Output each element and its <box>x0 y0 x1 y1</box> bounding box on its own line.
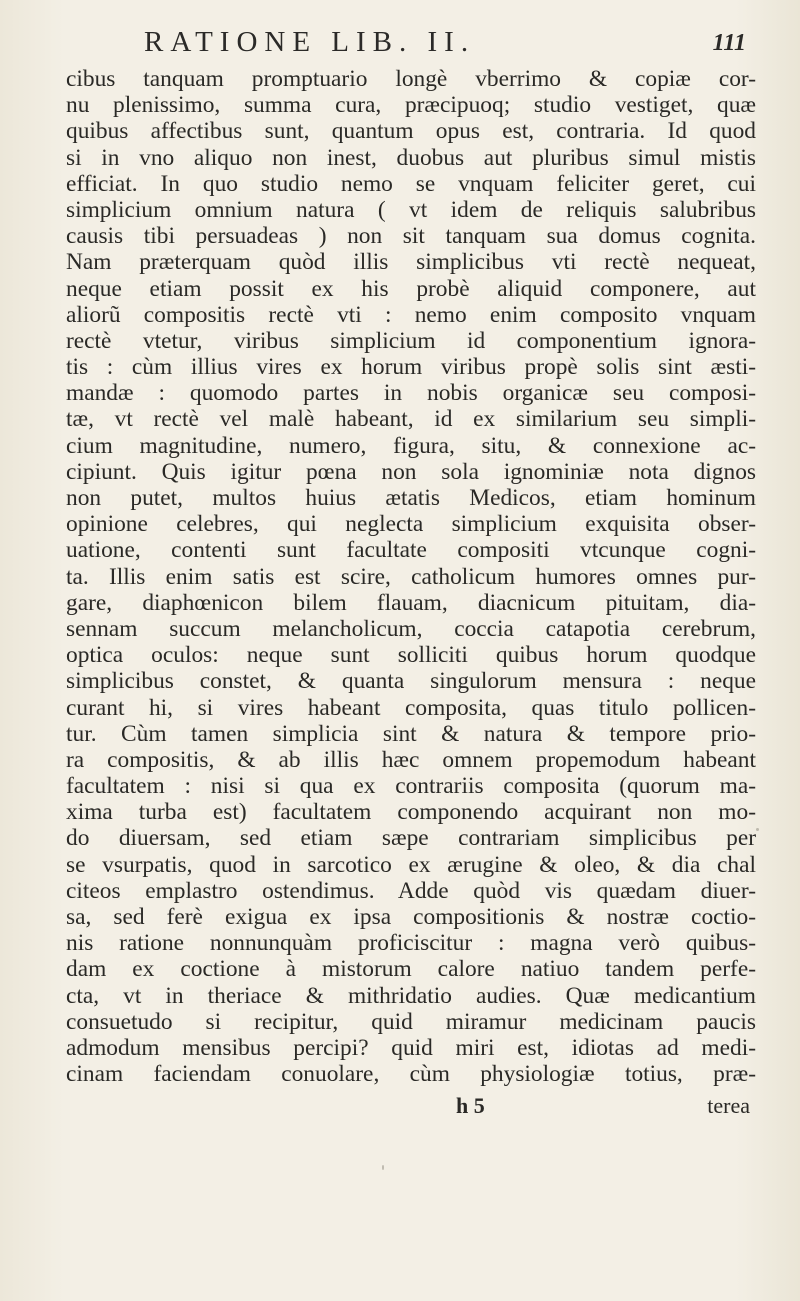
text-line: tis : cùm illius vires ex horum viribus propè solis sint æsti- <box>66 354 756 381</box>
text-line: curant hi, si vires habeant composita, quas titulo pollicen- <box>66 694 756 721</box>
text-line: cium magnitudine, numero, figura, situ, & connexione ac- <box>66 432 756 459</box>
page-header <box>60 22 750 62</box>
text-line: non putet, multos huius ætatis Medicos, etiam hominum <box>66 485 756 511</box>
text-line: facultatem : nisi si qua ex contrariis composita (quorum ma- <box>66 773 756 800</box>
text-line: ta. Illis enim satis est scire, catholicum humores omnes pur- <box>66 563 756 590</box>
text-line: se vsurpatis, quod in sarcotico ex ærugine & oleo, & dia chal <box>66 851 756 878</box>
text-line: xima turba est) facultatem componendo acquirant non mo- <box>66 799 756 826</box>
text-line: sa, sed ferè exigua ex ipsa compositionis & nostræ coctio- <box>66 904 756 930</box>
text-line: simplicium omnium natura ( vt idem de reliquis salubribus <box>66 196 756 223</box>
text-line: rectè vtetur, viribus simplicium id componentium ignora- <box>66 327 756 354</box>
text-line: nu plenissimo, summa cura, præcipuoq; studio vestiget, quæ <box>66 92 756 119</box>
text-line: tur. Cùm tamen simplicia sint & natura & tempore prio- <box>66 720 756 747</box>
signature-mark: h 5 <box>456 1093 485 1118</box>
text-line: simplicibus constet, & quanta singulorum mensura : neque <box>66 668 756 695</box>
text-line: tæ, vt rectè vel malè habeant, id ex similarium seu simpli- <box>66 406 756 433</box>
text-line: cta, vt in theriace & mithridatio audies. Quæ medicantium <box>66 982 756 1009</box>
text-line: quibus affectibus sunt, quantum opus est, contraria. Id quod <box>66 118 756 145</box>
text-line: cipiunt. Quis igitur pœna non sola ignominiæ nota dignos <box>66 458 756 485</box>
text-line: causis tibi persuadeas ) non sit tanquam sua domus cognita. <box>66 223 756 250</box>
text-line: mandæ : quomodo partes in nobis organicæ seu composi- <box>66 380 756 407</box>
text-line: gare, diaphœnicon bilem flauam, diacnicum pituitam, dia- <box>66 589 756 616</box>
text-line: si in vno aliquo non inest, duobus aut pluribus simul mistis <box>66 144 756 171</box>
text-line: sennam succum melancholicum, coccia catapotia cerebrum, <box>66 615 756 642</box>
body-text <box>66 66 756 1087</box>
text-line: optica oculos: neque sunt solliciti quibus horum quodque <box>66 642 756 669</box>
text-line: aliorũ compositis rectè vti : nemo enim composito vnquam <box>66 301 756 328</box>
text-line: ra compositis, & ab illis hæc omnem propemodum habeant <box>66 746 756 773</box>
text-line: consuetudo si recipitur, quid miramur medicinam paucis <box>66 1008 756 1035</box>
text-line: cibus tanquam promptuario longè vberrimo & copiæ cor- <box>66 66 756 92</box>
text-line: uatione, contenti sunt facultate compositi vtcunque cogni- <box>66 537 756 564</box>
text-line: efficiat. In quo studio nemo se vnquam feliciter geret, cui <box>66 170 756 197</box>
text-line: neque etiam possit ex his probè aliquid componere, aut <box>66 275 756 302</box>
text-line: cinam faciendam conuolare, cùm physiologiæ totius, præ- <box>66 1061 756 1088</box>
text-line: Nam præterquam quòd illis simplicibus vti rectè nequeat, <box>66 249 756 276</box>
page-number: 111 <box>712 30 746 56</box>
paper-speck <box>756 828 759 831</box>
text-line: citeos emplastro ostendimus. Adde quòd vis quædam diuer- <box>66 877 756 904</box>
running-head: RATIONE LIB. II. <box>144 26 476 58</box>
page-footer <box>66 1093 756 1123</box>
text-line: do diuersam, sed etiam sæpe contrariam simplicibus per <box>66 825 756 852</box>
catchword: terea <box>707 1093 750 1118</box>
text-line: dam ex coctione à mistorum calore natiuo tandem perfe- <box>66 956 756 983</box>
text-line: admodum mensibus percipi? quid miri est, idiotas ad medi- <box>66 1034 756 1061</box>
paper-speck <box>382 1165 384 1170</box>
text-line: nis ratione nonnunquàm proficiscitur : magna verò quibus- <box>66 930 756 957</box>
text-line: opinione celebres, qui neglecta simplicium exquisita obser- <box>66 511 756 538</box>
